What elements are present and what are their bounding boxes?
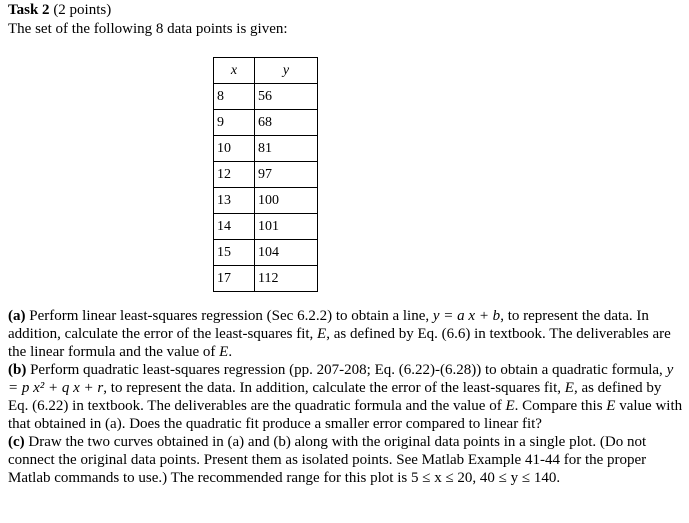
error-symbol: E (505, 398, 515, 414)
cell-x: 10 (214, 136, 255, 162)
part-a-text-4: . (228, 344, 233, 360)
task-intro: The set of the following 8 data points is given: (8, 21, 288, 37)
cell-y: 97 (255, 162, 318, 188)
table-row (214, 136, 318, 162)
task-title (8, 1, 111, 20)
part-b-label: (b) (8, 362, 27, 378)
cell-y: 104 (255, 240, 318, 266)
table-row (214, 214, 318, 240)
error-symbol: E (317, 326, 327, 342)
task-title-bold: Task 2 (8, 2, 50, 18)
cell-y: 100 (255, 188, 318, 214)
error-symbol: E (564, 380, 574, 396)
cell-y: 81 (255, 136, 318, 162)
part-a-label: (a) (8, 308, 26, 324)
part-b-text-3: , as defined by Eq. (6.22) in textbook. The deliverables are the quadratic formula and the value of (8, 380, 662, 414)
column-header-x: x (214, 58, 255, 84)
error-symbol: E (606, 398, 616, 414)
table-header-row (214, 58, 318, 84)
table-row (214, 110, 318, 136)
cell-x: 17 (214, 266, 255, 292)
task-title-points: (2 points) (49, 2, 112, 18)
cell-x: 15 (214, 240, 255, 266)
cell-x: 12 (214, 162, 255, 188)
cell-x: 8 (214, 84, 255, 110)
table-row (214, 188, 318, 214)
part-c-text-2: . (556, 470, 561, 486)
cell-y: 56 (255, 84, 318, 110)
cell-x: 9 (214, 110, 255, 136)
part-b-text-2: , to represent the data. In addition, calculate the error of the least-squares fit, (103, 380, 565, 396)
table-row (214, 266, 318, 292)
part-b-paragraph (8, 361, 683, 433)
cell-y: 112 (255, 266, 318, 292)
part-b-text-5: value with that obtained in (a). Does the quadratic fit produce a smaller error compared to linear fit? (8, 398, 683, 432)
table-row (214, 162, 318, 188)
part-a-text-3: , as defined by Eq. (6.6) in textbook. The deliverables are the linear formula and the value of (8, 326, 671, 360)
cell-y: 68 (255, 110, 318, 136)
part-a-paragraph (8, 307, 683, 361)
plot-range: 5 ≤ x ≤ 20, 40 ≤ y ≤ 140 (410, 470, 557, 486)
data-table (213, 57, 318, 292)
part-b-text-4: . Compare this (514, 398, 607, 414)
part-b-text-1: Perform quadratic least-squares regression (pp. 207-208; Eq. (6.22)-(6.28)) to obtain a quadratic formula, (26, 362, 667, 378)
part-a-text-2: , to represent the data. In addition, calculate the error of the least-squares fit, (8, 308, 649, 342)
part-c-text-1: Draw the two curves obtained in (a) and (b) along with the original data points in a single plot. (Do not connect the original data points. Present them as isolated points. See Matlab Example 41-44 for the proper Matlab commands to use.) The recommended range for this plot is (8, 434, 647, 486)
table-row (214, 84, 318, 110)
cell-y: 101 (255, 214, 318, 240)
column-header-y: y (255, 58, 318, 84)
part-c-paragraph (8, 433, 683, 487)
part-c-label: (c) (8, 434, 25, 450)
table-row (214, 240, 318, 266)
cell-x: 13 (214, 188, 255, 214)
linear-formula: y = a x + b (432, 308, 501, 324)
part-a-text-1: Perform linear least-squares regression (Sec 6.2.2) to obtain a line, (25, 308, 433, 324)
cell-x: 14 (214, 214, 255, 240)
questions-block (8, 307, 683, 487)
error-symbol: E (219, 344, 229, 360)
quadratic-formula: y = p x² + q x + r (8, 362, 674, 396)
